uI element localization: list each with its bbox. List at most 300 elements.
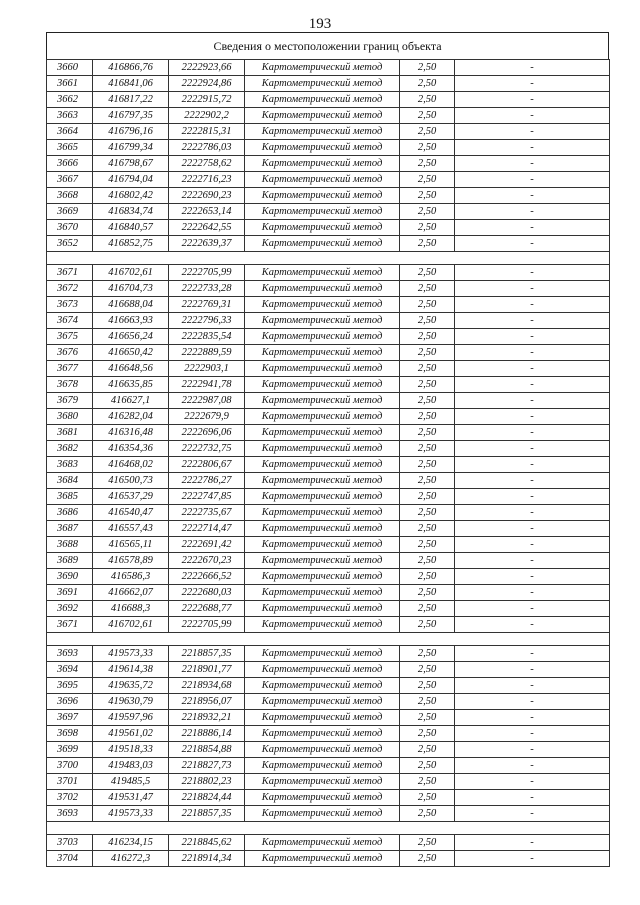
x-coordinate-cell: 419483,03 [93,758,169,774]
group-separator-row [47,822,610,835]
method-cell: Картометрический метод [245,489,400,505]
y-coordinate-cell: 2222941,78 [169,377,245,393]
accuracy-cell: 2,50 [400,806,455,822]
table-row [47,60,610,76]
method-cell: Картометрический метод [245,140,400,156]
method-cell: Картометрический метод [245,236,400,252]
table-row [47,489,610,505]
y-coordinate-cell: 2222735,67 [169,505,245,521]
method-cell: Картометрический метод [245,345,400,361]
note-cell: - [455,489,610,505]
separator-cell [47,633,610,646]
table-row [47,726,610,742]
point-number-cell: 3665 [47,140,93,156]
method-cell: Картометрический метод [245,790,400,806]
y-coordinate-cell: 2222924,86 [169,76,245,92]
table-row [47,835,610,851]
method-cell: Картометрический метод [245,617,400,633]
note-cell: - [455,329,610,345]
note-cell: - [455,851,610,867]
x-coordinate-cell: 416794,04 [93,172,169,188]
table-row [47,140,610,156]
point-number-cell: 3673 [47,297,93,313]
method-cell: Картометрический метод [245,361,400,377]
y-coordinate-cell: 2222688,77 [169,601,245,617]
point-number-cell: 3695 [47,678,93,694]
y-coordinate-cell: 2218854,88 [169,742,245,758]
point-number-cell: 3666 [47,156,93,172]
accuracy-cell: 2,50 [400,473,455,489]
y-coordinate-cell: 2218901,77 [169,662,245,678]
x-coordinate-cell: 416802,42 [93,188,169,204]
y-coordinate-cell: 2222642,55 [169,220,245,236]
method-cell: Картометрический метод [245,172,400,188]
separator-cell [47,822,610,835]
x-coordinate-cell: 416354,36 [93,441,169,457]
accuracy-cell: 2,50 [400,361,455,377]
group-separator-row [47,252,610,265]
note-cell: - [455,393,610,409]
point-number-cell: 3690 [47,569,93,585]
accuracy-cell: 2,50 [400,521,455,537]
y-coordinate-cell: 2222653,14 [169,204,245,220]
accuracy-cell: 2,50 [400,377,455,393]
table-row [47,281,610,297]
y-coordinate-cell: 2222716,23 [169,172,245,188]
accuracy-cell: 2,50 [400,156,455,172]
point-number-cell: 3652 [47,236,93,252]
table-row [47,742,610,758]
method-cell: Картометрический метод [245,569,400,585]
y-coordinate-cell: 2222902,2 [169,108,245,124]
y-coordinate-cell: 2222889,59 [169,345,245,361]
method-cell: Картометрический метод [245,393,400,409]
y-coordinate-cell: 2218857,35 [169,806,245,822]
accuracy-cell: 2,50 [400,92,455,108]
method-cell: Картометрический метод [245,742,400,758]
x-coordinate-cell: 416500,73 [93,473,169,489]
accuracy-cell: 2,50 [400,188,455,204]
method-cell: Картометрический метод [245,60,400,76]
method-cell: Картометрический метод [245,473,400,489]
x-coordinate-cell: 416586,3 [93,569,169,585]
point-number-cell: 3699 [47,742,93,758]
point-number-cell: 3667 [47,172,93,188]
table-row [47,851,610,867]
x-coordinate-cell: 416688,04 [93,297,169,313]
method-cell: Картометрический метод [245,108,400,124]
y-coordinate-cell: 2222680,03 [169,585,245,601]
accuracy-cell: 2,50 [400,220,455,236]
method-cell: Картометрический метод [245,441,400,457]
method-cell: Картометрический метод [245,710,400,726]
x-coordinate-cell: 419518,33 [93,742,169,758]
accuracy-cell: 2,50 [400,457,455,473]
point-number-cell: 3689 [47,553,93,569]
x-coordinate-cell: 416797,35 [93,108,169,124]
table-title: Сведения о местоположении границ объекта [46,32,609,59]
method-cell: Картометрический метод [245,329,400,345]
point-number-cell: 3702 [47,790,93,806]
y-coordinate-cell: 2222733,28 [169,281,245,297]
note-cell: - [455,569,610,585]
accuracy-cell: 2,50 [400,774,455,790]
accuracy-cell: 2,50 [400,790,455,806]
table-row [47,204,610,220]
x-coordinate-cell: 416650,42 [93,345,169,361]
y-coordinate-cell: 2222915,72 [169,92,245,108]
note-cell: - [455,345,610,361]
method-cell: Картометрический метод [245,774,400,790]
y-coordinate-cell: 2222786,03 [169,140,245,156]
y-coordinate-cell: 2222690,23 [169,188,245,204]
y-coordinate-cell: 2218802,23 [169,774,245,790]
method-cell: Картометрический метод [245,313,400,329]
method-cell: Картометрический метод [245,851,400,867]
x-coordinate-cell: 419630,79 [93,694,169,710]
note-cell: - [455,124,610,140]
note-cell: - [455,694,610,710]
x-coordinate-cell: 419573,33 [93,806,169,822]
x-coordinate-cell: 419614,38 [93,662,169,678]
accuracy-cell: 2,50 [400,851,455,867]
accuracy-cell: 2,50 [400,204,455,220]
accuracy-cell: 2,50 [400,601,455,617]
x-coordinate-cell: 416799,34 [93,140,169,156]
boundary-sheet [46,32,609,867]
point-number-cell: 3675 [47,329,93,345]
y-coordinate-cell: 2222639,37 [169,236,245,252]
y-coordinate-cell: 2222679,9 [169,409,245,425]
accuracy-cell: 2,50 [400,140,455,156]
point-number-cell: 3704 [47,851,93,867]
y-coordinate-cell: 2222835,54 [169,329,245,345]
method-cell: Картометрический метод [245,537,400,553]
accuracy-cell: 2,50 [400,236,455,252]
separator-cell [47,252,610,265]
accuracy-cell: 2,50 [400,76,455,92]
y-coordinate-cell: 2218857,35 [169,646,245,662]
point-number-cell: 3680 [47,409,93,425]
accuracy-cell: 2,50 [400,553,455,569]
method-cell: Картометрический метод [245,758,400,774]
y-coordinate-cell: 2218914,34 [169,851,245,867]
point-number-cell: 3668 [47,188,93,204]
x-coordinate-cell: 416798,67 [93,156,169,172]
y-coordinate-cell: 2222714,47 [169,521,245,537]
y-coordinate-cell: 2218956,07 [169,694,245,710]
table-row [47,774,610,790]
accuracy-cell: 2,50 [400,172,455,188]
point-number-cell: 3678 [47,377,93,393]
y-coordinate-cell: 2222705,99 [169,617,245,633]
x-coordinate-cell: 416648,56 [93,361,169,377]
y-coordinate-cell: 2222758,62 [169,156,245,172]
table-row [47,393,610,409]
x-coordinate-cell: 416663,93 [93,313,169,329]
method-cell: Картометрический метод [245,835,400,851]
table-row [47,236,610,252]
table-row [47,457,610,473]
point-number-cell: 3692 [47,601,93,617]
accuracy-cell: 2,50 [400,409,455,425]
method-cell: Картометрический метод [245,601,400,617]
method-cell: Картометрический метод [245,457,400,473]
accuracy-cell: 2,50 [400,726,455,742]
point-number-cell: 3671 [47,617,93,633]
y-coordinate-cell: 2222987,08 [169,393,245,409]
note-cell: - [455,601,610,617]
note-cell: - [455,409,610,425]
x-coordinate-cell: 416540,47 [93,505,169,521]
x-coordinate-cell: 419485,5 [93,774,169,790]
point-number-cell: 3701 [47,774,93,790]
accuracy-cell: 2,50 [400,646,455,662]
method-cell: Картометрический метод [245,92,400,108]
y-coordinate-cell: 2222815,31 [169,124,245,140]
table-row [47,345,610,361]
note-cell: - [455,92,610,108]
method-cell: Картометрический метод [245,409,400,425]
method-cell: Картометрический метод [245,694,400,710]
y-coordinate-cell: 2222796,33 [169,313,245,329]
y-coordinate-cell: 2222691,42 [169,537,245,553]
accuracy-cell: 2,50 [400,297,455,313]
point-number-cell: 3672 [47,281,93,297]
table-row [47,188,610,204]
accuracy-cell: 2,50 [400,617,455,633]
table-row [47,377,610,393]
point-number-cell: 3671 [47,265,93,281]
note-cell: - [455,473,610,489]
note-cell: - [455,662,610,678]
table-row [47,441,610,457]
method-cell: Картометрический метод [245,188,400,204]
x-coordinate-cell: 416635,85 [93,377,169,393]
table-row [47,124,610,140]
y-coordinate-cell: 2222903,1 [169,361,245,377]
x-coordinate-cell: 419635,72 [93,678,169,694]
note-cell: - [455,60,610,76]
point-number-cell: 3685 [47,489,93,505]
x-coordinate-cell: 416841,06 [93,76,169,92]
table-row [47,409,610,425]
coordinates-table [46,59,610,867]
table-row [47,297,610,313]
point-number-cell: 3663 [47,108,93,124]
method-cell: Картометрический метод [245,662,400,678]
y-coordinate-cell: 2222786,27 [169,473,245,489]
table-row [47,361,610,377]
note-cell: - [455,361,610,377]
method-cell: Картометрический метод [245,585,400,601]
note-cell: - [455,505,610,521]
point-number-cell: 3669 [47,204,93,220]
point-number-cell: 3694 [47,662,93,678]
note-cell: - [455,265,610,281]
x-coordinate-cell: 416702,61 [93,617,169,633]
y-coordinate-cell: 2222769,31 [169,297,245,313]
table-row [47,329,610,345]
accuracy-cell: 2,50 [400,108,455,124]
accuracy-cell: 2,50 [400,585,455,601]
note-cell: - [455,806,610,822]
note-cell: - [455,441,610,457]
note-cell: - [455,742,610,758]
point-number-cell: 3674 [47,313,93,329]
point-number-cell: 3698 [47,726,93,742]
x-coordinate-cell: 416840,57 [93,220,169,236]
table-row [47,76,610,92]
x-coordinate-cell: 419531,47 [93,790,169,806]
table-row [47,156,610,172]
table-row [47,172,610,188]
table-row [47,265,610,281]
note-cell: - [455,726,610,742]
note-cell: - [455,790,610,806]
y-coordinate-cell: 2222923,66 [169,60,245,76]
method-cell: Картометрический метод [245,281,400,297]
point-number-cell: 3682 [47,441,93,457]
note-cell: - [455,108,610,124]
point-number-cell: 3700 [47,758,93,774]
point-number-cell: 3681 [47,425,93,441]
point-number-cell: 3696 [47,694,93,710]
point-number-cell: 3693 [47,646,93,662]
accuracy-cell: 2,50 [400,329,455,345]
table-row [47,537,610,553]
method-cell: Картометрический метод [245,297,400,313]
y-coordinate-cell: 2218886,14 [169,726,245,742]
table-row [47,694,610,710]
x-coordinate-cell: 416557,43 [93,521,169,537]
note-cell: - [455,156,610,172]
method-cell: Картометрический метод [245,505,400,521]
y-coordinate-cell: 2222696,06 [169,425,245,441]
note-cell: - [455,537,610,553]
note-cell: - [455,585,610,601]
accuracy-cell: 2,50 [400,678,455,694]
y-coordinate-cell: 2222747,85 [169,489,245,505]
x-coordinate-cell: 419597,96 [93,710,169,726]
accuracy-cell: 2,50 [400,662,455,678]
x-coordinate-cell: 416796,16 [93,124,169,140]
accuracy-cell: 2,50 [400,505,455,521]
method-cell: Картометрический метод [245,646,400,662]
y-coordinate-cell: 2222806,67 [169,457,245,473]
accuracy-cell: 2,50 [400,694,455,710]
note-cell: - [455,457,610,473]
accuracy-cell: 2,50 [400,710,455,726]
note-cell: - [455,646,610,662]
note-cell: - [455,521,610,537]
note-cell: - [455,553,610,569]
accuracy-cell: 2,50 [400,313,455,329]
table-row [47,220,610,236]
point-number-cell: 3677 [47,361,93,377]
table-row [47,505,610,521]
accuracy-cell: 2,50 [400,345,455,361]
x-coordinate-cell: 416817,22 [93,92,169,108]
table-row [47,108,610,124]
note-cell: - [455,678,610,694]
note-cell: - [455,758,610,774]
accuracy-cell: 2,50 [400,124,455,140]
x-coordinate-cell: 416702,61 [93,265,169,281]
point-number-cell: 3662 [47,92,93,108]
table-row [47,806,610,822]
x-coordinate-cell: 416282,04 [93,409,169,425]
x-coordinate-cell: 416565,11 [93,537,169,553]
note-cell: - [455,710,610,726]
point-number-cell: 3661 [47,76,93,92]
method-cell: Картометрический метод [245,220,400,236]
accuracy-cell: 2,50 [400,758,455,774]
point-number-cell: 3670 [47,220,93,236]
y-coordinate-cell: 2222670,23 [169,553,245,569]
point-number-cell: 3664 [47,124,93,140]
point-number-cell: 3686 [47,505,93,521]
point-number-cell: 3687 [47,521,93,537]
point-number-cell: 3660 [47,60,93,76]
method-cell: Картометрический метод [245,377,400,393]
accuracy-cell: 2,50 [400,835,455,851]
y-coordinate-cell: 2222732,75 [169,441,245,457]
note-cell: - [455,835,610,851]
table-row [47,473,610,489]
table-row [47,601,610,617]
table-row [47,710,610,726]
accuracy-cell: 2,50 [400,742,455,758]
method-cell: Картометрический метод [245,204,400,220]
x-coordinate-cell: 416468,02 [93,457,169,473]
point-number-cell: 3679 [47,393,93,409]
note-cell: - [455,774,610,790]
x-coordinate-cell: 416834,74 [93,204,169,220]
table-row [47,646,610,662]
accuracy-cell: 2,50 [400,281,455,297]
point-number-cell: 3676 [47,345,93,361]
accuracy-cell: 2,50 [400,537,455,553]
x-coordinate-cell: 419561,02 [93,726,169,742]
note-cell: - [455,204,610,220]
note-cell: - [455,281,610,297]
method-cell: Картометрический метод [245,553,400,569]
note-cell: - [455,188,610,204]
y-coordinate-cell: 2222666,52 [169,569,245,585]
note-cell: - [455,377,610,393]
table-row [47,662,610,678]
x-coordinate-cell: 416316,48 [93,425,169,441]
x-coordinate-cell: 416852,75 [93,236,169,252]
y-coordinate-cell: 2218824,44 [169,790,245,806]
table-row [47,313,610,329]
point-number-cell: 3693 [47,806,93,822]
y-coordinate-cell: 2218845,62 [169,835,245,851]
x-coordinate-cell: 416688,3 [93,601,169,617]
point-number-cell: 3703 [47,835,93,851]
accuracy-cell: 2,50 [400,393,455,409]
x-coordinate-cell: 416578,89 [93,553,169,569]
table-row [47,758,610,774]
note-cell: - [455,140,610,156]
method-cell: Картометрический метод [245,521,400,537]
x-coordinate-cell: 416656,24 [93,329,169,345]
table-row [47,678,610,694]
accuracy-cell: 2,50 [400,441,455,457]
table-row [47,553,610,569]
method-cell: Картометрический метод [245,156,400,172]
